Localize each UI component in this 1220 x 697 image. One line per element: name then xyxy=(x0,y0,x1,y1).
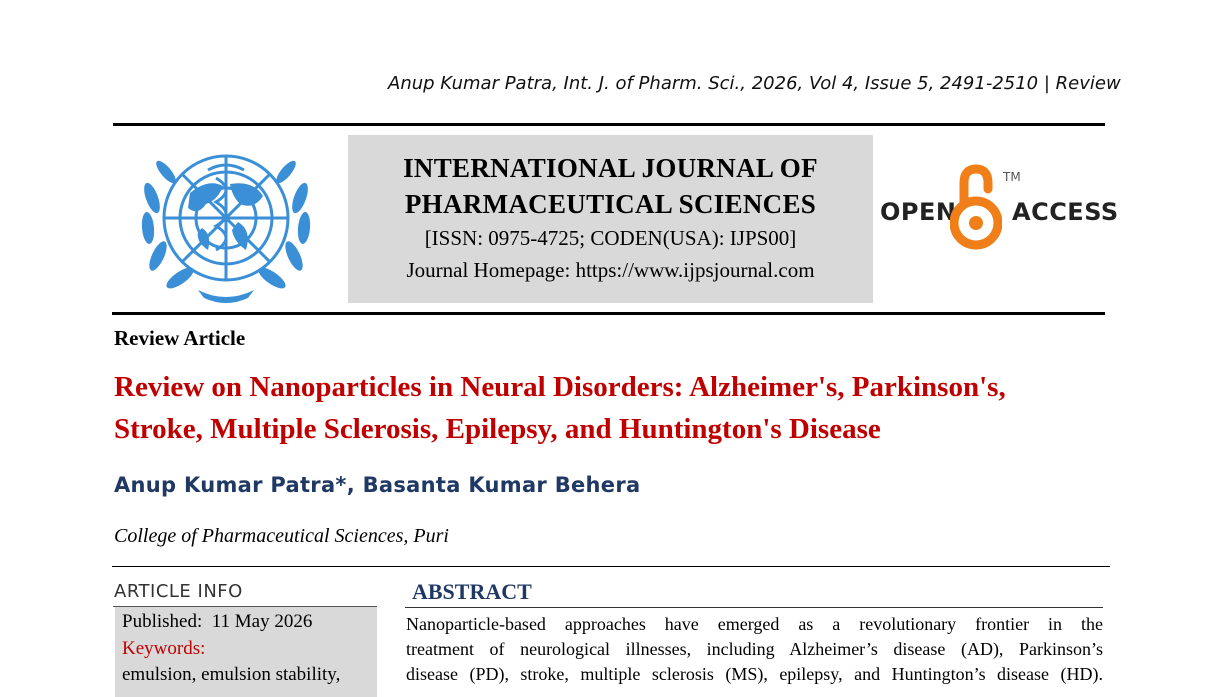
abstract-line1: Nanoparticle-based approaches have emerged as a revolutionary frontier in the xyxy=(406,614,1103,634)
abstract-heading: ABSTRACT xyxy=(412,579,532,604)
journal-name-line1: INTERNATIONAL JOURNAL OF xyxy=(403,153,818,183)
header-bottom-rule xyxy=(112,312,1105,315)
article-title-line1: Review on Nanoparticles in Neural Disorders: Alzheimer's, Parkinson's, xyxy=(114,371,1006,403)
article-title-line2: Stroke, Multiple Sclerosis, Epilepsy, and Huntington's Disease xyxy=(114,413,881,445)
section-divider-rule xyxy=(112,566,1110,567)
running-header-citation: Anup Kumar Patra, Int. J. of Pharm. Sci., 2026, Vol 4, Issue 5, 2491-2510 | Review xyxy=(388,73,1121,94)
keywords-text: emulsion, emulsion stability, xyxy=(122,664,341,685)
abstract-line3: disease (PD), stroke, multiple sclerosis (MS), epilepsy, and Huntington’s disease (HD). xyxy=(406,664,1103,684)
abstract-heading-rule xyxy=(405,607,1103,608)
un-emblem-logo xyxy=(128,138,324,304)
published-line xyxy=(122,611,312,633)
journal-title-box xyxy=(348,135,873,303)
published-label: Published: xyxy=(122,611,203,632)
open-access-open-text: OPEN xyxy=(880,198,957,226)
author-affiliation: College of Pharmaceutical Sciences, Puri xyxy=(114,525,449,547)
journal-name-line2: PHARMACEUTICAL SCIENCES xyxy=(404,189,817,219)
abstract-body xyxy=(406,612,1103,687)
journal-issn: [ISSN: 0975-4725; CODEN(USA): IJPS00] xyxy=(424,226,797,250)
journal-name xyxy=(348,150,873,222)
open-access-access-text: ACCESS xyxy=(1012,198,1119,226)
published-date: 11 May 2026 xyxy=(211,611,313,632)
article-title xyxy=(114,366,1114,450)
open-access-trademark: TM xyxy=(1003,170,1021,184)
article-info-heading: ARTICLE INFO xyxy=(114,581,243,602)
open-access-lock-icon xyxy=(950,163,1002,251)
article-authors: Anup Kumar Patra*, Basanta Kumar Behera xyxy=(114,473,641,497)
keywords-label: Keywords: xyxy=(122,638,206,659)
journal-homepage-link[interactable]: Journal Homepage: https://www.ijpsjournal.com xyxy=(406,258,815,282)
header-top-rule xyxy=(113,123,1105,126)
abstract-line2: treatment of neurological illnesses, including Alzheimer’s disease (AD), Parkinson’s xyxy=(406,639,1103,659)
article-type-label: Review Article xyxy=(114,326,246,350)
